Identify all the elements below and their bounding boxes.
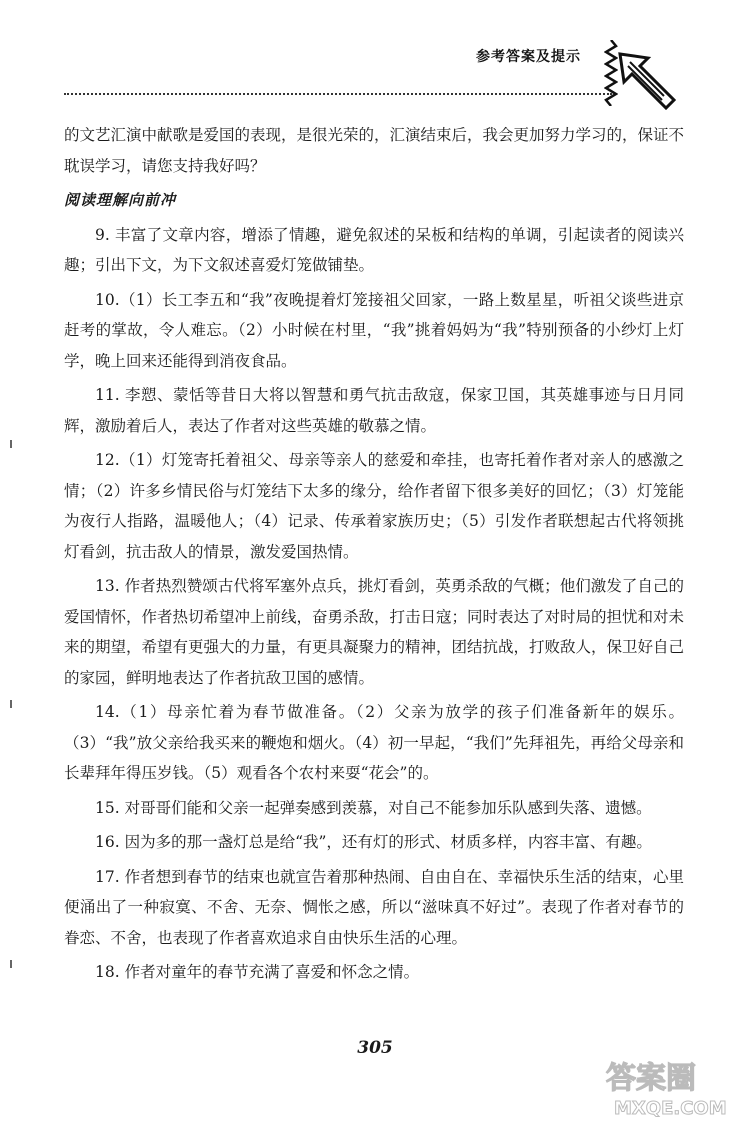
answer-content [64,120,684,988]
answer-13: 13. 作者热烈赞颂古代将军塞外点兵，挑灯看剑，英勇杀敌的气概；他们激发了自己的爱国情怀，作者热切希望冲上前线，奋勇杀敌，打击日寇；同时表达了对时局的担忧和对未来的期望，希望有更强大的力量，有更具凝聚力的精神，团结抗战，打败敌人，保卫好自己的家园，鲜明地表达了作者抗敌卫国的感情。 [64,577,685,687]
margin-mark [10,960,12,968]
answer-18: 18. 作者对童年的春节充满了喜爱和怀念之情。 [95,963,420,981]
watermark-text-top: 答案圈 [606,1061,696,1096]
header-dotted-rule [64,93,612,95]
answer-12: 12.（1）灯笼寄托着祖父、母亲等亲人的慈爱和牵挂，也寄托着作者对亲人的感激之情；（2）许多乡情民俗与灯笼结下太多的缘分，给作者留下很多美好的回忆；（3）灯笼能为夜行人指路，温暖他人；（4）记录、传承着家族历史；（5）引发作者联想起古代将领挑灯看剑，抗击敌人的情景，激发爱国热情。 [64,451,684,561]
answer-14: 14.（1）母亲忙着为春节做准备。（2）父亲为放学的孩子们准备新年的娱乐。（3）“我”放父亲给我买来的鞭炮和烟火。（4）初一早起，“我们”先拜祖先，再给父母亲和长辈拜年得压岁钱。（5）观看各个农村来耍“花会”的。 [64,703,684,782]
zigzag-decoration [604,40,618,106]
margin-mark [10,700,12,708]
answer-16: 16. 因为多的那一盏灯总是给“我”，还有灯的形式、材质多样，内容丰富、有趣。 [95,833,652,851]
answer-10: 10.（1）长工李五和“我”夜晚提着灯笼接祖父回家，一路上数星星，听祖父谈些进京赶考的掌故，令人难忘。（2）小时候在村里，“我”挑着妈妈为“我”特别预备的小纱灯上灯学，晚上回来还能得到消夜食品。 [64,290,684,370]
arrow-icon [618,52,676,110]
answer-15: 15. 对哥哥们能和父亲一起弹奏感到羡慕，对自己不能参加乐队感到失落、遗憾。 [95,798,652,817]
answer-11: 11. 李愬、蒙恬等昔日大将以智慧和勇气抗击敌寇，保家卫国，其英雄事迹与日月同辉，激励着后人，表达了作者对这些英雄的敬慕之情。 [64,386,684,435]
watermark-text-bottom: MXQE.COM [614,1098,727,1118]
page-number: 305 [357,1038,393,1058]
header-title: 参考答案及提示 [476,49,581,65]
answer-9: 9. 丰富了文章内容，增添了情趣，避免叙述的呆板和结构的单调，引起读者的阅读兴趣；引出下文，为下文叙述喜爱灯笼做铺垫。 [64,225,684,274]
section-heading: 阅读理解向前冲 [64,191,177,209]
margin-mark [10,440,12,448]
answer-17: 17. 作者想到春节的结束也就宣告着那种热闹、自由自在、幸福快乐生活的结束，心里便涌出了一种寂寞、不舍、无奈、惆怅之感，所以“滋味真不好过”。表现了作者对春节的眷恋、不舍，也表现了作者喜欢追求自由快乐生活的心理。 [64,867,684,947]
intro-paragraph: 的文艺汇演中献歌是爱国的表现，是很光荣的，汇演结束后，我会更加努力学习的，保证不耽误学习，请您支持我好吗？ [64,126,685,175]
watermark-logo [600,1056,746,1118]
